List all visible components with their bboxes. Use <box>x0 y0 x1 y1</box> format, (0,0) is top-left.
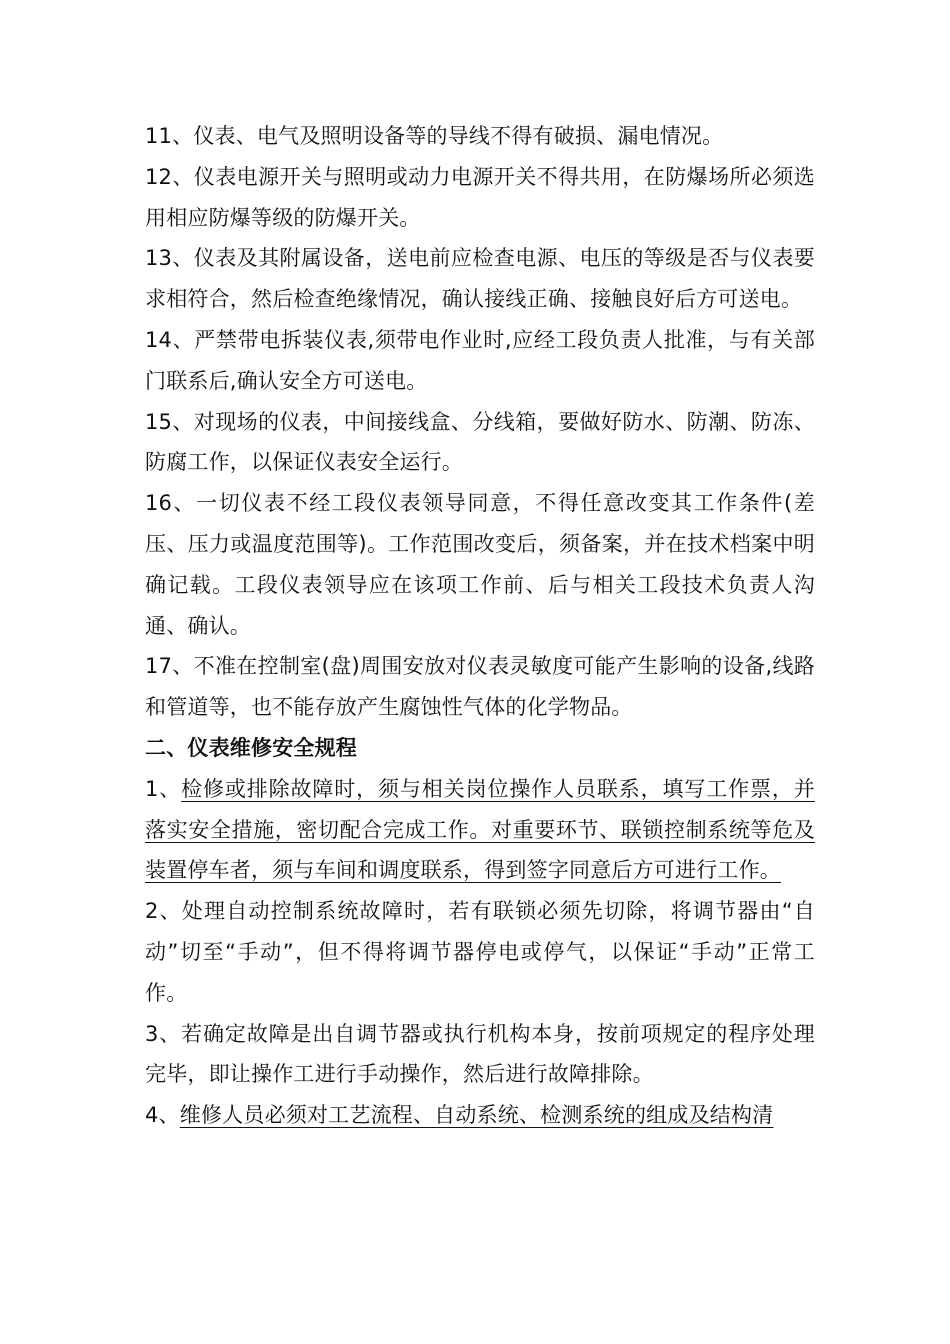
clause-number: 2、 <box>145 899 182 924</box>
section-heading: 二、仪表维修安全规程 <box>145 735 357 760</box>
clause-text: 若确定故障是出自调节器或执行机构本身，按前项规定的程序处理完毕，即让操作工进行手动操作，然后进行故障排除。 <box>145 1021 815 1087</box>
clause-number: 14、 <box>145 327 195 352</box>
clause-14 <box>145 320 815 402</box>
clause-13 <box>145 238 815 320</box>
maintenance-clause-3 <box>145 1014 815 1096</box>
clause-number: 11、 <box>145 124 194 148</box>
clause-17 <box>145 646 815 728</box>
clause-text-underlined: 维修人员必须对工艺流程、自动系统、检测系统的组成及结构清 <box>179 1103 774 1128</box>
clause-text: 严禁带电拆装仪表,须带电作业时,应经工段负责人批准，与有关部门联系后,确认安全方可送电。 <box>145 327 815 393</box>
clause-text: 仪表电源开关与照明或动力电源开关不得共用，在防爆场所必须选用相应防爆等级的防爆开关。 <box>145 164 815 230</box>
clause-12 <box>145 157 815 239</box>
clause-number: 13、 <box>145 246 194 271</box>
maintenance-clause-2 <box>145 891 815 1013</box>
clause-number: 1、 <box>145 776 182 801</box>
clause-number: 15、 <box>145 409 194 434</box>
clause-text-underlined: 检修或排除故障时，须与相关岗位操作人员联系，填写工作票，并落实安全措施，密切配合完成工作。对重要环节、联锁控制系统等危及装置停车者，须与车间和调度联系，得到签字同意后方可进行工作。 <box>145 776 815 883</box>
clause-number: 16、 <box>145 491 197 516</box>
clause-number: 3、 <box>145 1021 182 1046</box>
clause-text: 不准在控制室(盘)周围安放对仪表灵敏度可能产生影响的设备,线路和管道等，也不能存放产生腐蚀性气体的化学物品。 <box>145 654 815 720</box>
clause-15 <box>145 402 815 484</box>
clause-number: 12、 <box>145 164 194 189</box>
clause-number: 4、 <box>145 1103 180 1128</box>
maintenance-clause-1 <box>145 769 815 891</box>
document-body <box>145 116 815 1136</box>
clause-text: 仪表、电气及照明设备等的导线不得有破损、漏电情况。 <box>193 124 724 148</box>
maintenance-clause-4 <box>145 1095 815 1136</box>
clause-text: 对现场的仪表，中间接线盒、分线箱，要做好防水、防潮、防冻、防腐工作，以保证仪表安全运行。 <box>145 409 815 475</box>
clause-number: 17、 <box>145 654 194 679</box>
clause-text: 处理自动控制系统故障时，若有联锁必须先切除，将调节器由“自动”切至“手动”，但不得将调节器停电或停气，以保证“手动”正常工作。 <box>145 899 815 1005</box>
clause-text: 仪表及其附属设备，送电前应检查电源、电压的等级是否与仪表要求相符合，然后检查绝缘情况，确认接线正确、接触良好后方可送电。 <box>145 246 815 312</box>
clause-11 <box>145 116 815 157</box>
clause-text: 一切仪表不经工段仪表领导同意，不得任意改变其工作条件(差压、压力或温度范围等)。工作范围改变后，须备案，并在技术档案中明确记载。工段仪表领导应在该项工作前、后与相关工段技术负责人沟通、确认。 <box>145 491 815 638</box>
clause-16 <box>145 483 815 646</box>
